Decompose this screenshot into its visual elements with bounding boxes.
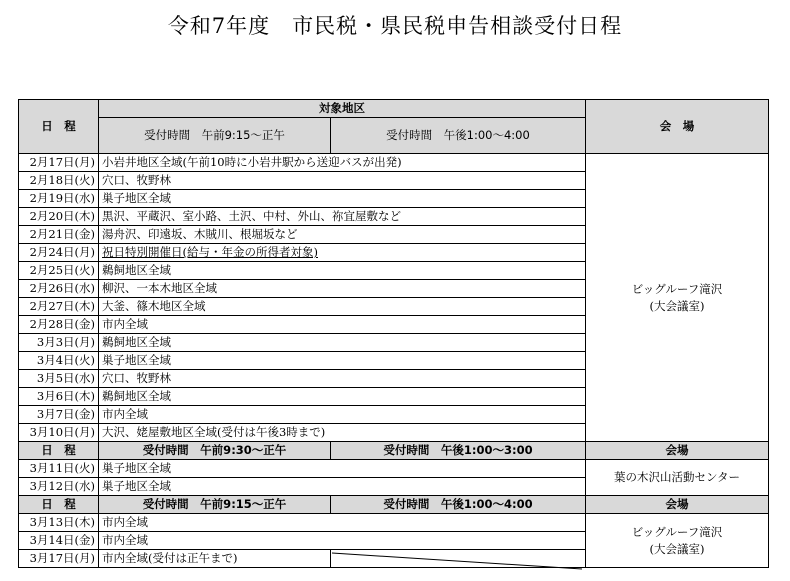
section3-header-row <box>19 496 769 514</box>
header-row-1 <box>19 100 769 118</box>
venue-bigroof-2 <box>586 514 769 568</box>
row-date: 3月7日(金) <box>19 406 99 424</box>
venue-name: ビッグルーフ滝沢 <box>631 281 723 296</box>
row-area: 巣子地区全域 <box>99 478 586 496</box>
row-date: 3月5日(水) <box>19 370 99 388</box>
row-date: 2月26日(水) <box>19 280 99 298</box>
table-row <box>19 154 769 172</box>
row-date: 2月21日(金) <box>19 226 99 244</box>
section3-header-pm-time: 受付時間 午後1:00～4:00 <box>331 496 586 514</box>
row-date: 2月17日(月) <box>19 154 99 172</box>
closed-slot-slash <box>330 551 584 571</box>
header-am-time: 受付時間 午前9:15～正午 <box>99 118 331 154</box>
row-area: 市内全域 <box>99 532 586 550</box>
row-area: 巣子地区全域 <box>99 190 586 208</box>
row-date: 2月24日(月) <box>19 244 99 262</box>
row-date: 3月17日(月) <box>19 550 99 568</box>
row-area: 黒沢、平蔵沢、室小路、土沢、中村、外山、祢宜屋敷など <box>99 208 586 226</box>
row-date: 2月28日(金) <box>19 316 99 334</box>
row-area: 柳沢、一本木地区全域 <box>99 280 586 298</box>
section2-header-venue: 会場 <box>586 442 769 460</box>
table-row <box>19 460 769 478</box>
slash-line <box>332 553 582 569</box>
row-area: 市内全域 <box>99 316 586 334</box>
row-area: 穴口、牧野林 <box>99 172 586 190</box>
row-area: 市内全域(受付は正午まで) <box>99 550 331 568</box>
row-date: 3月4日(火) <box>19 352 99 370</box>
row-date: 3月14日(金) <box>19 532 99 550</box>
row-date: 2月18日(火) <box>19 172 99 190</box>
row-area: 大釜、篠木地区全域 <box>99 298 586 316</box>
row-date: 2月25日(火) <box>19 262 99 280</box>
special-day-note: 祝日特別開催日(給与・年金の所得者対象) <box>102 245 318 259</box>
row-date: 3月12日(水) <box>19 478 99 496</box>
row-date: 2月19日(水) <box>19 190 99 208</box>
row-area: 巣子地区全域 <box>99 460 586 478</box>
header-venue: 会 場 <box>586 100 769 154</box>
section2-header-date: 日 程 <box>19 442 99 460</box>
row-date: 3月11日(火) <box>19 460 99 478</box>
row-area: 鵜飼地区全域 <box>99 388 586 406</box>
row-area: 穴口、牧野林 <box>99 370 586 388</box>
row-area: 湯舟沢、印遠坂、木賊川、根堀坂など <box>99 226 586 244</box>
section3-header-am-time: 受付時間 午前9:15～正午 <box>99 496 331 514</box>
row-date: 3月6日(木) <box>19 388 99 406</box>
section3-header-date: 日 程 <box>19 496 99 514</box>
header-pm-time: 受付時間 午後1:00～4:00 <box>331 118 586 154</box>
row-area: 鵜飼地区全域 <box>99 262 586 280</box>
section2-header-pm-time: 受付時間 午後1:00～3:00 <box>331 442 586 460</box>
section2-header-row <box>19 442 769 460</box>
venue-room: (大会議室) <box>649 541 705 556</box>
row-area: 大沢、姥屋敷地区全域(受付は午後3時まで) <box>99 424 586 442</box>
row-area: 鵜飼地区全域 <box>99 334 586 352</box>
section3-header-venue: 会場 <box>586 496 769 514</box>
section2-header-am-time: 受付時間 午前9:30～正午 <box>99 442 331 460</box>
schedule-table <box>18 99 769 568</box>
header-date: 日 程 <box>19 100 99 154</box>
row-area: 巣子地区全域 <box>99 352 586 370</box>
row-area: 市内全域 <box>99 514 586 532</box>
row-date: 3月3日(月) <box>19 334 99 352</box>
row-date: 3月10日(月) <box>19 424 99 442</box>
venue-bigroof-1 <box>586 154 769 442</box>
venue-room: (大会議室) <box>649 298 705 313</box>
row-area: 市内全域 <box>99 406 586 424</box>
row-date: 2月27日(木) <box>19 298 99 316</box>
row-area-special <box>99 244 586 262</box>
row-date: 3月13日(木) <box>19 514 99 532</box>
venue-hanokizawa: 葉の木沢山活動センター <box>586 460 769 496</box>
table-row <box>19 514 769 532</box>
row-area: 小岩井地区全域(午前10時に小岩井駅から送迎バスが出発) <box>99 154 586 172</box>
page-title: 令和7年度 市民税・県民税申告相談受付日程 <box>167 14 623 38</box>
header-target-area: 対象地区 <box>99 100 586 118</box>
venue-name: ビッグルーフ滝沢 <box>631 524 723 539</box>
row-date: 2月20日(木) <box>19 208 99 226</box>
